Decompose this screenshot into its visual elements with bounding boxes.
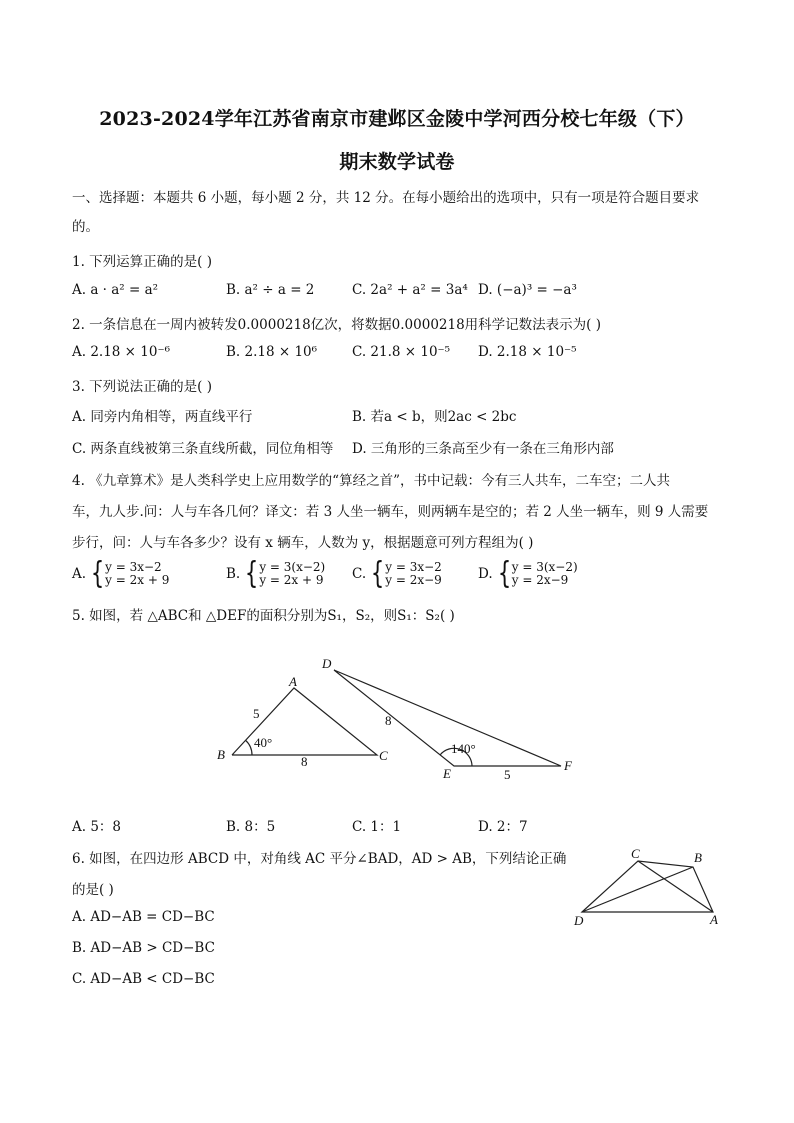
exam-title-line-2: 期末数学试卷: [339, 151, 455, 173]
side-ab-length: 5: [253, 706, 260, 721]
angle-b-value: 40°: [254, 735, 273, 750]
side-bc-length: 8: [301, 754, 308, 769]
question-1-option-d: D. (−a)³ = −a³: [478, 282, 577, 298]
question-1-option-b: B. a² ÷ a = 2: [226, 282, 315, 298]
question-2-option-d: D. 2.18 × 10⁻⁵: [478, 344, 577, 360]
vertex-d-label: D: [574, 913, 584, 928]
vertex-b-label: B: [217, 747, 225, 762]
question-6-stem-line-1: 6. 如图，在四边形 ABCD 中，对角线 AC 平分∠BAD，AD > AB，下列结论正确: [72, 851, 567, 867]
brace-icon: {: [90, 556, 105, 591]
question-4-stem-line-1: 4. 《九章算术》是人类科学史上应用数学的“算经之首”，书中记载：今有三人共车，二车空；二人共: [72, 473, 670, 489]
question-1-option-c: C. 2a² + a² = 3a⁴: [352, 282, 468, 298]
question-3-option-c: C. 两条直线被第三条直线所截，同位角相等: [72, 441, 334, 457]
vertex-e-label: E: [443, 766, 451, 781]
question-5-option-b: B. 8：5: [226, 819, 276, 835]
question-2-option-c: C. 21.8 × 10⁻⁵: [352, 344, 451, 360]
option-label: D.: [478, 566, 493, 582]
angle-e-value: 140°: [451, 741, 476, 756]
question-5-option-d: D. 2：7: [478, 819, 528, 835]
question-5-option-a: A. 5：8: [72, 819, 122, 835]
option-label: A.: [72, 566, 87, 582]
equation-1: y = 3x−2: [105, 560, 162, 574]
vertex-c-label: C: [379, 748, 388, 763]
vertex-d-label: D: [322, 656, 332, 671]
option-label: B.: [226, 566, 241, 582]
equation-1: y = 3(x−2): [259, 560, 326, 574]
side-ef-length: 5: [504, 767, 511, 782]
diagonal-bd: [582, 867, 693, 912]
exam-title-line-1: 2023-2024学年江苏省南京市建邺区金陵中学河西分校七年级（下）: [99, 108, 695, 130]
question-6-option-b: B. AD−AB > CD−BC: [72, 940, 215, 956]
question-3-stem: 3. 下列说法正确的是( ): [72, 379, 212, 395]
question-5-option-c: C. 1：1: [352, 819, 402, 835]
section-heading: 一、选择题：本题共 6 小题，每小题 2 分，共 12 分。在每小题给出的选项中，只有一项是符合题目要求: [72, 190, 700, 206]
question-2-option-b: B. 2.18 × 10⁶: [226, 344, 318, 360]
question-1-option-a: A. a · a² = a²: [72, 282, 159, 298]
vertex-b-label: B: [694, 850, 702, 865]
question-3-option-d: D. 三角形的三条高至少有一条在三角形内部: [352, 441, 614, 457]
question-6-stem-line-2: 的是( ): [72, 882, 114, 898]
angle-b-arc: [246, 740, 252, 755]
equation-1: y = 3(x−2): [511, 560, 578, 574]
triangle-def: [334, 670, 561, 766]
question-4-stem-line-3: 步行，问：人与车各多少？设有 x 辆车，人数为 y，根据题意可列方程组为( ): [72, 535, 534, 551]
option-label: C.: [352, 566, 367, 582]
vertex-a-label: A: [289, 674, 297, 689]
brace-icon: {: [371, 556, 385, 591]
vertex-a-label: A: [710, 912, 718, 927]
equation-2: y = 2x−9: [511, 573, 569, 587]
question-2-option-a: A. 2.18 × 10⁻⁶: [72, 344, 171, 360]
question-2-stem: 2. 一条信息在一周内被转发0.0000218亿次，将数据0.0000218用科学记数法表示为( ): [72, 317, 602, 333]
vertex-c-label: C: [631, 846, 640, 861]
question-5-stem: 5. 如图，若 △ABC和 △DEF的面积分别为S₁，S₂，则S₁：S₂( ): [72, 608, 455, 624]
question-6-option-a: A. AD−AB = CD−BC: [72, 909, 215, 925]
question-4-stem-line-2: 车，九人步.问：人与车各几何？译文：若 3 人坐一辆车，则两辆车是空的；若 2 人坐一辆车，则 9 人需要: [72, 504, 709, 520]
equation-2: y = 2x + 9: [259, 573, 324, 587]
question-1-stem: 1. 下列运算正确的是( ): [72, 254, 212, 270]
question-6-option-c: C. AD−AB < CD−BC: [72, 971, 215, 987]
question-3-option-b: B. 若a < b，则2ac < 2bc: [352, 409, 517, 425]
question-3-option-a: A. 同旁内角相等，两直线平行: [72, 409, 253, 425]
section-heading-continued: 的。: [72, 219, 99, 235]
question-6-figure: [560, 840, 740, 935]
brace-icon: {: [497, 556, 511, 591]
equation-2: y = 2x−9: [385, 573, 442, 587]
brace-icon: {: [245, 556, 259, 591]
side-de-length: 8: [385, 713, 392, 728]
equation-2: y = 2x + 9: [105, 573, 170, 587]
vertex-f-label: F: [564, 758, 572, 773]
equation-1: y = 3x−2: [385, 560, 442, 574]
